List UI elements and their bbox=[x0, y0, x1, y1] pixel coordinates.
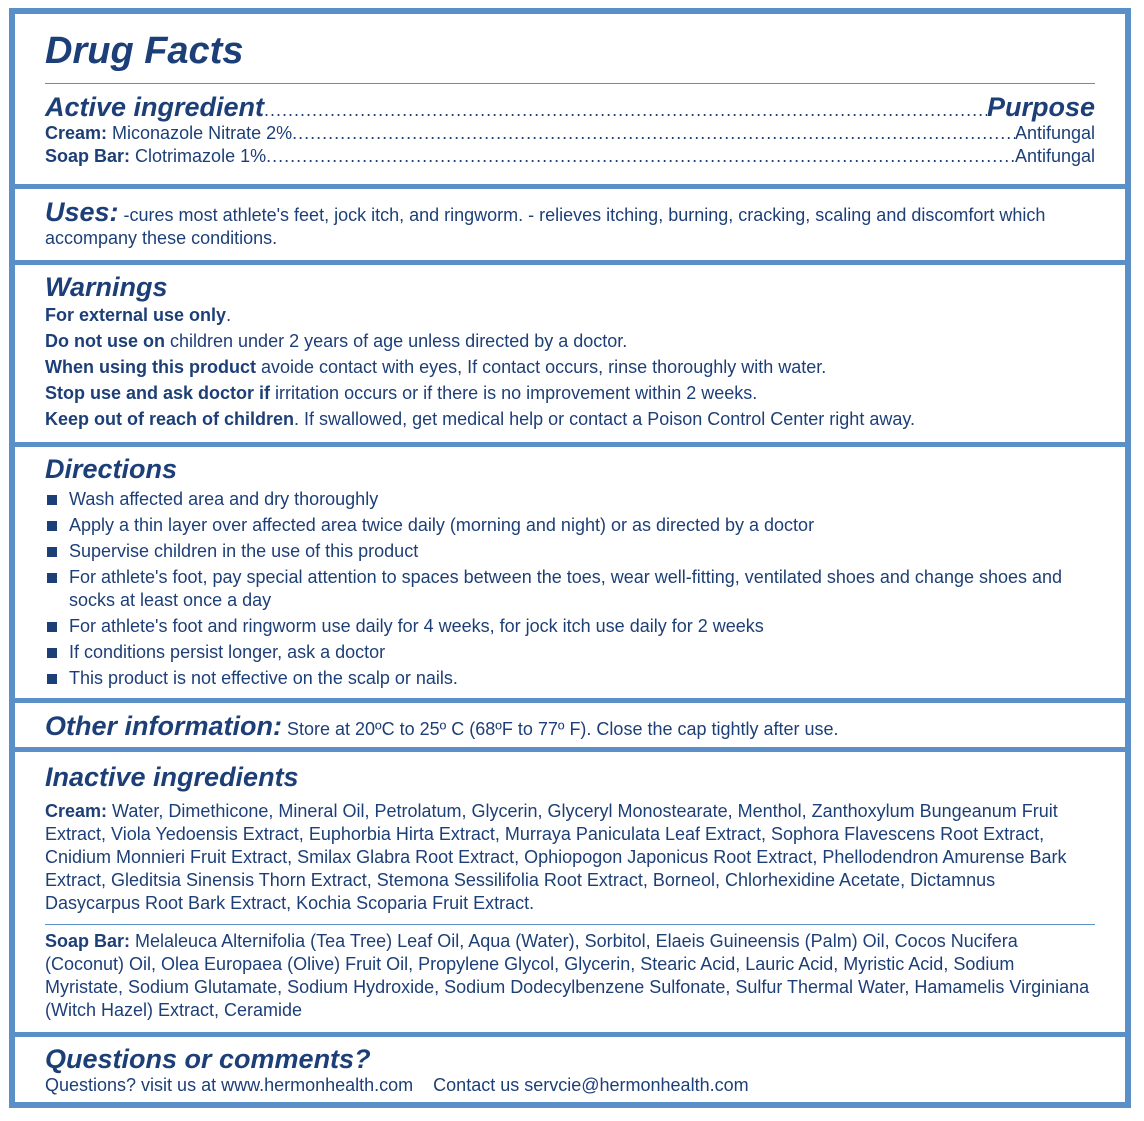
active-value: Miconazole Nitrate 2% bbox=[112, 123, 293, 143]
square-bullet-icon bbox=[47, 573, 57, 583]
list-item: For athlete's foot, pay special attention to spaces between the toes, wear well-fitting, ventilated shoes and change shoes and socks at least once a day bbox=[45, 566, 1095, 612]
square-bullet-icon bbox=[47, 674, 57, 684]
list-item: This product is not effective on the scalp or nails. bbox=[45, 667, 1095, 690]
warning-item: Stop use and ask doctor if irritation occurs or if there is no improvement within 2 weeks. bbox=[45, 383, 758, 403]
section-separator bbox=[15, 442, 1125, 447]
warnings-section bbox=[15, 272, 1125, 432]
section-separator bbox=[15, 184, 1125, 189]
inactive-cream: Cream: Water, Dimethicone, Mineral Oil, Petrolatum, Glycerin, Glyceryl Monostearate, Menthol, Zanthoxylum Bungeanum Fruit Extract, Viola Yedoensis Extract, Euphorbia Hirta Extract, Murraya Paniculata Leaf Extract, Sophora Flavescens Root Extract, Cnidium Monnieri Fruit Extract, Smilax Glabra Root Extract, Ophiopogon Japonicus Root Extract, Phellodendron Amurense Bark Extract, Gleditsia Sinensis Thorn Extract, Stemona Sessilifolia Root Extract, Borneol, Chlorhexidine Acetate, Dictamnus Dasycarpus Root Bark Extract, Kochia Scoparia Fruit Extract. bbox=[45, 801, 1067, 913]
uses-heading: Uses: bbox=[45, 197, 119, 227]
active-header-row bbox=[45, 92, 1095, 122]
page-title: Drug Facts bbox=[45, 30, 244, 72]
directions-list bbox=[45, 488, 1095, 690]
square-bullet-icon bbox=[47, 495, 57, 505]
section-separator bbox=[15, 1032, 1125, 1037]
questions-heading: Questions or comments? bbox=[45, 1044, 371, 1074]
questions-section bbox=[15, 1044, 1125, 1097]
purpose-heading: Purpose bbox=[986, 92, 1095, 122]
leader-dots bbox=[266, 145, 1015, 168]
other-heading: Other information: bbox=[45, 711, 282, 741]
directions-section bbox=[15, 454, 1125, 693]
square-bullet-icon bbox=[47, 521, 57, 531]
leader-dots bbox=[292, 122, 1015, 145]
uses-section bbox=[15, 197, 1125, 250]
list-item: For athlete's foot and ringworm use daily for 4 weeks, for jock itch use daily for 2 weeks bbox=[45, 615, 1095, 638]
title-divider bbox=[45, 83, 1095, 84]
square-bullet-icon bbox=[47, 547, 57, 557]
warning-item: When using this product avoide contact with eyes, If contact occurs, rinse thoroughly with water. bbox=[45, 357, 827, 377]
active-purpose: Antifungal bbox=[1014, 123, 1095, 143]
warning-item: For external use only. bbox=[45, 305, 232, 325]
title-section bbox=[15, 28, 1125, 74]
list-item: Supervise children in the use of this product bbox=[45, 540, 1095, 563]
active-value: Clotrimazole 1% bbox=[135, 146, 267, 166]
warnings-heading: Warnings bbox=[45, 272, 168, 302]
active-row-cream bbox=[45, 122, 1095, 145]
uses-text: -cures most athlete's feet, jock itch, and ringworm. - relieves itching, burning, cracking, scaling and discomfort which accompany these conditions. bbox=[45, 205, 1046, 248]
inactive-divider bbox=[45, 924, 1095, 925]
list-item: Apply a thin layer over affected area twice daily (morning and night) or as directed by a doctor bbox=[45, 514, 1095, 537]
list-item: If conditions persist longer, ask a doctor bbox=[45, 641, 1095, 664]
directions-heading: Directions bbox=[45, 454, 178, 484]
other-information-section bbox=[15, 711, 1125, 741]
warning-item: Keep out of reach of children. If swallowed, get medical help or contact a Poison Control Center right away. bbox=[45, 409, 916, 429]
leader-dots bbox=[264, 100, 987, 121]
section-separator bbox=[15, 698, 1125, 703]
inactive-soap-section bbox=[15, 930, 1125, 1022]
drug-facts-panel bbox=[9, 8, 1131, 1108]
active-heading: Active ingredient bbox=[45, 92, 265, 122]
other-text: Store at 20ºC to 25º C (68ºF to 77º F). Close the cap tightly after use. bbox=[282, 719, 839, 739]
questions-text: Questions? visit us at www.hermonhealth.com Contact us servcie@hermonhealth.com bbox=[45, 1075, 749, 1095]
inactive-soap: Soap Bar: Melaleuca Alternifolia (Tea Tree) Leaf Oil, Aqua (Water), Sorbitol, Elaeis Guineensis (Palm) Oil, Cocos Nucifera (Coconut) Oil, Olea Europaea (Olive) Fruit Oil, Propylene Glycol, Glycerin, Stearic Acid, Lauric Acid, Myristic Acid, Sodium Myristate, Sodium Glutamate, Sodium Hydroxide, Sodium Dodecylbenzene Sulfonate, Sulfur Thermal Water, Hamamelis Virginiana (Witch Hazel) Extract, Ceramide bbox=[45, 931, 1090, 1020]
square-bullet-icon bbox=[47, 622, 57, 632]
section-separator bbox=[15, 260, 1125, 265]
list-item: Wash affected area and dry thoroughly bbox=[45, 488, 1095, 511]
active-label: Cream: bbox=[45, 123, 108, 143]
square-bullet-icon bbox=[47, 648, 57, 658]
inactive-heading: Inactive ingredients bbox=[45, 762, 299, 792]
active-purpose: Antifungal bbox=[1014, 146, 1095, 166]
section-separator bbox=[15, 747, 1125, 752]
active-row-soap bbox=[45, 145, 1095, 168]
active-ingredient-section bbox=[15, 92, 1125, 168]
inactive-ingredients-section bbox=[15, 762, 1125, 915]
warning-item: Do not use on children under 2 years of age unless directed by a doctor. bbox=[45, 331, 628, 351]
active-label: Soap Bar: bbox=[45, 146, 131, 166]
